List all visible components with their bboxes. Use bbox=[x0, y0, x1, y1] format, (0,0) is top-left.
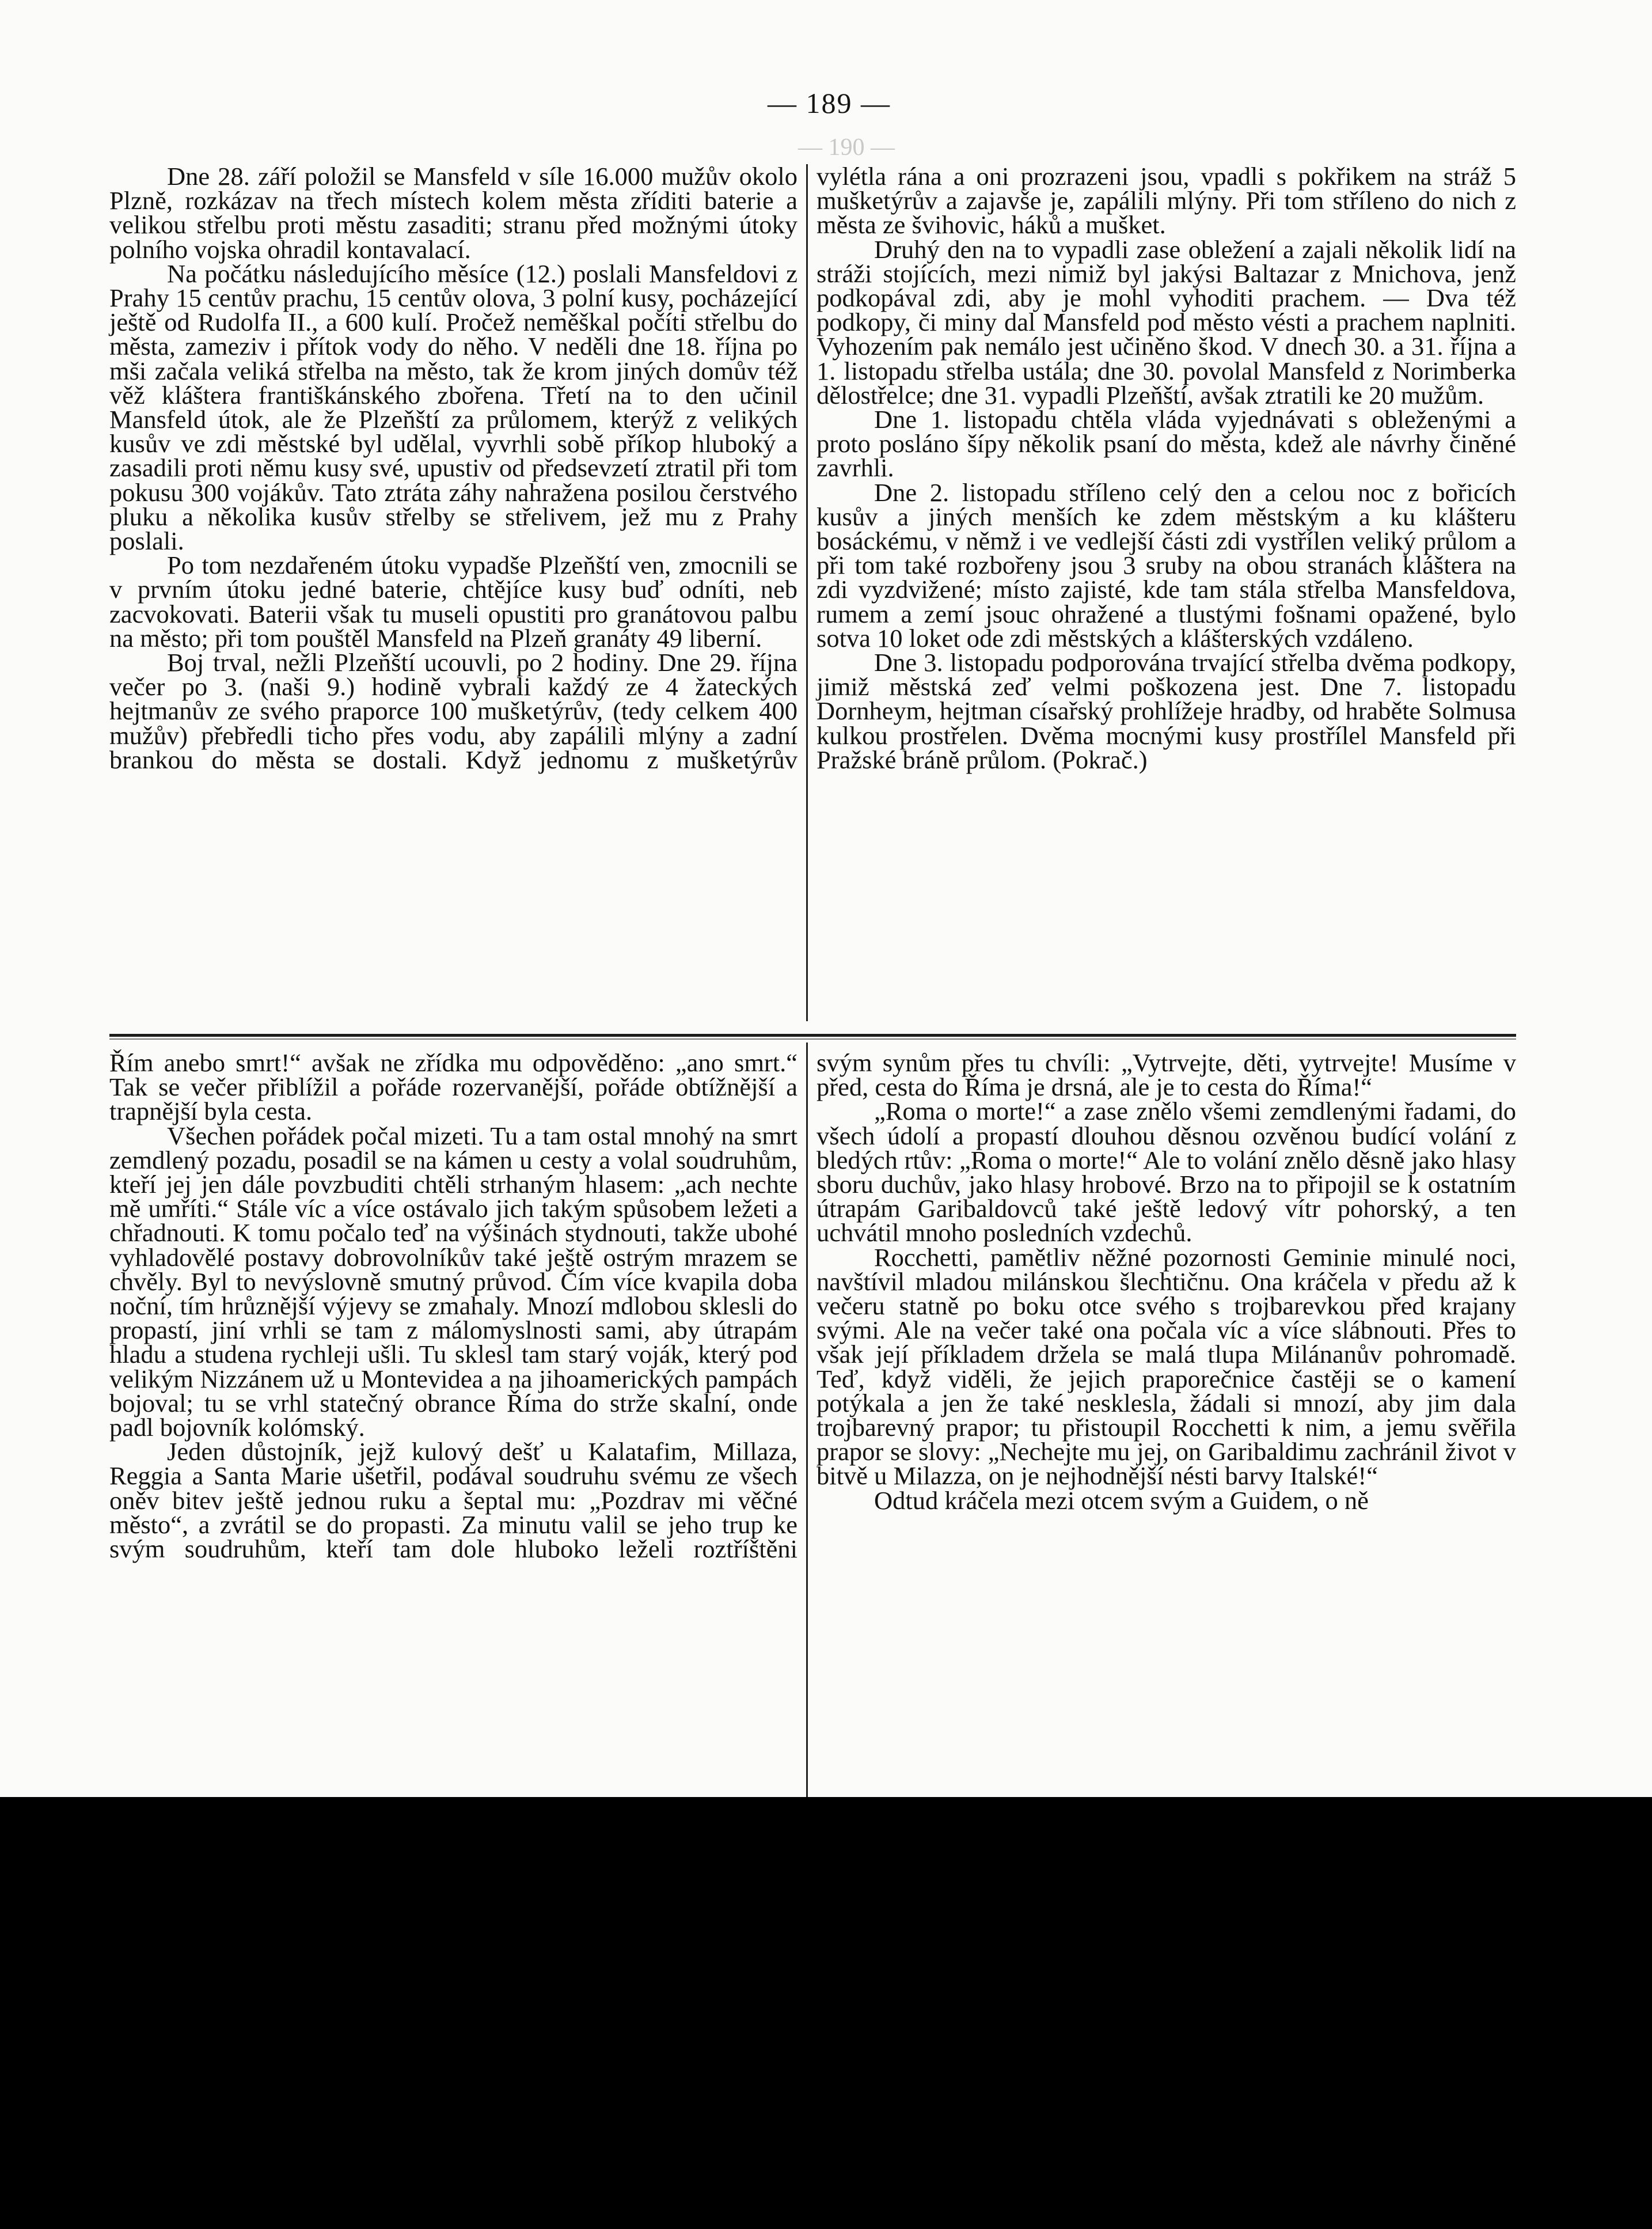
lower-left-column bbox=[109, 1048, 797, 1794]
paragraph: svým synům přes tu chvíli: „Vytrvejte, děti, vytrvejte! Musíme v před, cesta do Říma je drsná, ale je to cesta do Říma!“ bbox=[816, 1048, 1516, 1102]
paragraph: Všechen pořádek počal mizeti. Tu a tam ostal mnohý na smrt zemdlený pozadu, posadil se na kámen u cesty a volal soudruhům, kteří jej jen dále povzbuditi chtěli strhaným hlasem: „ach nechte mě umříti.“ Stále víc a více ostávalo jich takým spůsobem ležeti a chřadnouti. K tomu počalo teď na výšinách stydnouti, takže ubohé vyhladovělé postavy dobrovolníkův také ještě ostrým mrazem se chvěly. Byl to nevýslovně smutný průvod. Čím více kvapila doba noční, tím hrůznější výjevy se zmahaly. Mnozí mdlobou sklesli do propastí, jiní vrhli se tam z málomyslnosti sami, aby útrapám hladu a studena rychleji ušli. Tu sklesl tam starý voják, který pod velikým Nizzánem už u Montevidea a na jihoamerických pampách bojoval; tu se vrhl statečný obrance Říma do strže skalní, onde padl bojovník kolómský. bbox=[109, 1121, 797, 1442]
column-divider bbox=[806, 164, 808, 1021]
paragraph: vylétla rána a oni prozrazeni jsou, vpadli s pokřikem na stráž 5 mušketýrův a zajavše je, zapálili mlýny. Při tom stříleno do nich z města ze švihovic, háků a mušket. bbox=[816, 162, 1516, 240]
paragraph: „Roma o morte!“ a zase znělo všemi zemdlenými řadami, do všech údolí a propastí dlouhou děsnou ozvěnou budící volání z bledých rtův: „Roma o morte!“ Ale to volání znělo děsně jako hlasy sboru duchův, jako hlasy hrobové. Brzo na to připojil se k ostatním útrapám Garibaldovců také ještě ledový vítr pohorský, a ten uchvátil mnoho posledních vzdechů. bbox=[816, 1097, 1516, 1248]
scan-black-border bbox=[0, 1797, 1652, 2229]
paragraph: Rocchetti, pamětliv něžné pozornosti Geminie minulé noci, navštívil mladou milánskou šlechtičnu. Ona kráčela v předu až k večeru statně po boku otce svého s trojbarevkou před krajany svými. Ale na večer také ona počala víc a více slábnouti. Přes to však její příkladem držela se malá tlupa Milánanův pohromadě. Teď, když viděli, že jejich praporečnice častěji se o kamení potýkala a jen že také neskleslа, žádali si mnozí, aby jim dala trojbarevný prapor; tu přistoupil Rocchetti k nim, a jemu svěřila prapor se slovy: „Nechejte mu jej, on Garibaldimu zachránil život v bitvě u Milazza, on je nejhodnější nésti barvy Italské!“ bbox=[816, 1242, 1516, 1491]
section-divider bbox=[109, 1034, 1516, 1037]
paragraph: Dne 28. září položil se Mansfeld v síle 16.000 mužův okolo Plzně, rozkázav na třech místech kolem města zříditi baterie a velikou střelbu proti městu zasaditi; stranu před možnými útoky polního vojska ohradil kontavalací. bbox=[109, 162, 797, 264]
paragraph: Boj trval, nežli Plzeňští ucouvli, po 2 hodiny. Dne 29. října večer po 3. (naši 9.) hodině vybrali každý ze 4 žateckých hejtmanův ze svého praporce 100 mušketýrův, (tedy celkem 400 mužův) přebředli ticho přes vodu, aby zapálili mlýny a zadní brankou do města se dostali. Když jednomu z mušketýrův bbox=[109, 648, 797, 774]
upper-right-column bbox=[816, 164, 1516, 1040]
continued-marker: (Pokrač.) bbox=[1053, 745, 1148, 774]
paragraph-text: Dne 3. listopadu podporována trvající střelba dvěma podkopy, jimiž městská zeď velmi poškozena jest. Dne 7. listopadu Dornheym, hejtman císařský prohlížeje hradby, od hraběte Solmusa kulkou prostřelen. Dvěma mocnými kusy prostřílel Mansfeld při Pražské bráně průlom. bbox=[816, 648, 1516, 774]
paragraph: Řím anebo smrt!“ avšak ne zřídka mu odpověděno: „ano smrt.“ Tak se večer přiblížil a pořáde rozervanější, pořáde obtížnější a trapnější byla cesta. bbox=[109, 1048, 797, 1126]
paragraph: Dne 2. listopadu stříleno celý den a celou noc z bořicích kusův a jiných menších ke zdem městským a ku klášteru bosáckému, v němž i ve vedlejší části zdi vystřílen veliký průlom a při tom také rozbořeny jsou 3 sruby na obou stranách kláštera na zdi vyzdvižené; místo zajisté, kde tam stála střelba Mansfeldova, rumem a zemí jsouc ohražené a tlustými fošnami opažené, bylo sotva 10 loket ode zdi městských a klášterských vzdáleno. bbox=[816, 477, 1516, 653]
paragraph: Na počátku následujícího měsíce (12.) poslali Mansfeldovi z Prahy 15 centův prachu, 15 centův olova, 3 polní kusy, pocházející ještě od Rudolfa II., a 600 kulí. Pročež neměškal počíti střelbu do města, zameziv i přítok vody do něho. V neděli dne 18. října po mši začala veliká střelba na město, tak že krom jiných domův též věž kláštera františkánského zbořena. Třetí na to den učinil Mansfeld útok, ale že Plzeňští za průlomem, kterýž z velikých kusův ve zdi městské byl udělal, vyvrhli sobě příkop hluboký a zasadili proti němu kusy své, upustiv od předsevzetí ztratil při tom pokusu 300 vojákův. Tato ztráta záhy nahražena posilou čerstvého pluku a několika kusův střelby se střelivem, jež mu z Prahy poslali. bbox=[109, 259, 797, 556]
paragraph bbox=[816, 650, 1516, 772]
paragraph: Jeden důstojník, jejž kulový dešť u Kalatafim, Millaza, Reggia a Santa Marie ušetřil, podával soudruhu svému ze všech oněv bitev ještě jednou ruku a šeptal mu: „Pozdrav mi věčné město“, a zvrátil se do propasti. Za minutu valil se jeho trup ke svým soudruhům, kteří tam dole hluboko leželi roztříštěni bbox=[109, 1437, 797, 1564]
bleed-through-page-number: — 190 — bbox=[798, 134, 895, 161]
section-divider-thin bbox=[109, 1038, 1516, 1040]
paragraph: Druhý den na to vypadli zase obležení a zajali několik lidí na stráži stojících, mezi nimiž byl jakýsi Baltazar z Mnichova, jenž podkopával zdi, aby je mohl vyhoditi prachem. — Dva též podkopy, či miny dal Mansfeld pod město vésti a prachem naplniti. Vyhozením pak nemálo jest učiněno škod. V dnech 30. a 31. října a 1. listopadu střelba ustála; dne 30. povolal Mansfeld z Norimberka dělostřelce; dne 31. vypadli Plzeňští, avšak ztratili ke 20 mužům. bbox=[816, 234, 1516, 410]
paragraph: Odtud kráčela mezi otcem svým a Guidem, o ně bbox=[874, 1485, 1369, 1515]
paragraph: Dne 1. listopadu chtěla vláda vyjednávati s obleženými a proto posláno šípy několik psaní do města, kdež ale návrhy činěné zavrhli. bbox=[816, 405, 1516, 483]
column-divider bbox=[806, 1043, 808, 1797]
paragraph: Po tom nezdařeném útoku vypadše Plzeňští ven, zmocnili se v prvním útoku jedné baterie, chtějíce kusy buď odníti, neb zacvokovati. Baterii však tu museli opustiti pro granátovou palbu na město; při tom pouštěl Mansfeld na Plzeň granáty 49 liberní. bbox=[109, 551, 797, 653]
upper-left-column bbox=[109, 164, 797, 1040]
page-number: — 189 — bbox=[768, 87, 891, 119]
lower-right-column bbox=[816, 1048, 1516, 1794]
